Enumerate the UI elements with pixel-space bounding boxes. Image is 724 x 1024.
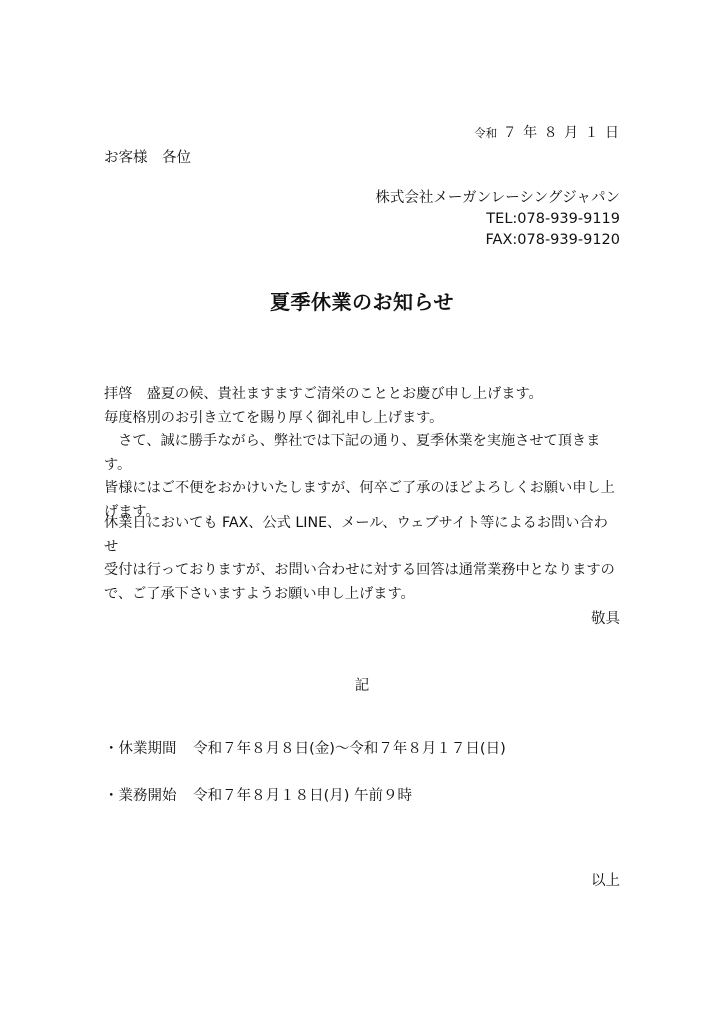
closing-phrase: 敬具 bbox=[591, 611, 620, 627]
item-label: ・休業期間 bbox=[104, 741, 177, 757]
ending-phrase: 以上 bbox=[591, 873, 620, 889]
inquiry-paragraph bbox=[104, 512, 620, 606]
paragraph-line: げます。 bbox=[104, 503, 160, 520]
paragraph-line: で、ご了承下さいますようお願い申し上げます。 bbox=[104, 585, 415, 602]
recipient: お客様 各位 bbox=[104, 150, 191, 166]
closure-period-item bbox=[104, 737, 506, 758]
paragraph-line: 休業日においても FAX、公式 LINE、メール、ウェブサイト等によるお問い合わせ bbox=[104, 515, 608, 555]
item-value: 令和７年８月８日(金)〜令和７年８月１７日(日) bbox=[193, 741, 506, 757]
item-value: 令和７年８月１８日(月) 午前９時 bbox=[193, 788, 413, 804]
paragraph-line: さて、誠に勝手ながら、弊社では下記の通り、夏季休業を実施させて頂きます。 bbox=[104, 433, 601, 473]
date-era: 令和 bbox=[474, 126, 498, 140]
telephone: TEL:078-939-9119 bbox=[486, 211, 620, 227]
fax: FAX:078-939-9120 bbox=[485, 232, 620, 248]
document-title: 夏季休業のお知らせ bbox=[270, 290, 454, 314]
document-date bbox=[474, 122, 620, 142]
ki-heading: 記 bbox=[354, 678, 370, 694]
business-resume-item bbox=[104, 784, 412, 805]
greeting-paragraph bbox=[104, 383, 620, 524]
sender-block bbox=[375, 188, 620, 251]
company-name: 株式会社メーガンレーシングジャパン bbox=[375, 190, 620, 206]
paragraph-line: 受付は行っておりますが、お問い合わせに対する回答は通常業務中となりますの bbox=[104, 562, 615, 578]
paragraph-line: 拝啓 盛夏の候、貴社ますますご清栄のこととお慶び申し上げます。 bbox=[104, 386, 543, 402]
item-label: ・業務開始 bbox=[104, 788, 177, 804]
date-text: ７ 年 ８ 月 １ 日 bbox=[502, 125, 620, 141]
paragraph-line: 皆様にはご不便をおかけいたしますが、何卒ご了承のほどよろしくお願い申し上 bbox=[104, 480, 615, 496]
paragraph-line: 毎度格別のお引き立てを賜り厚く御礼申し上げます。 bbox=[104, 409, 444, 426]
